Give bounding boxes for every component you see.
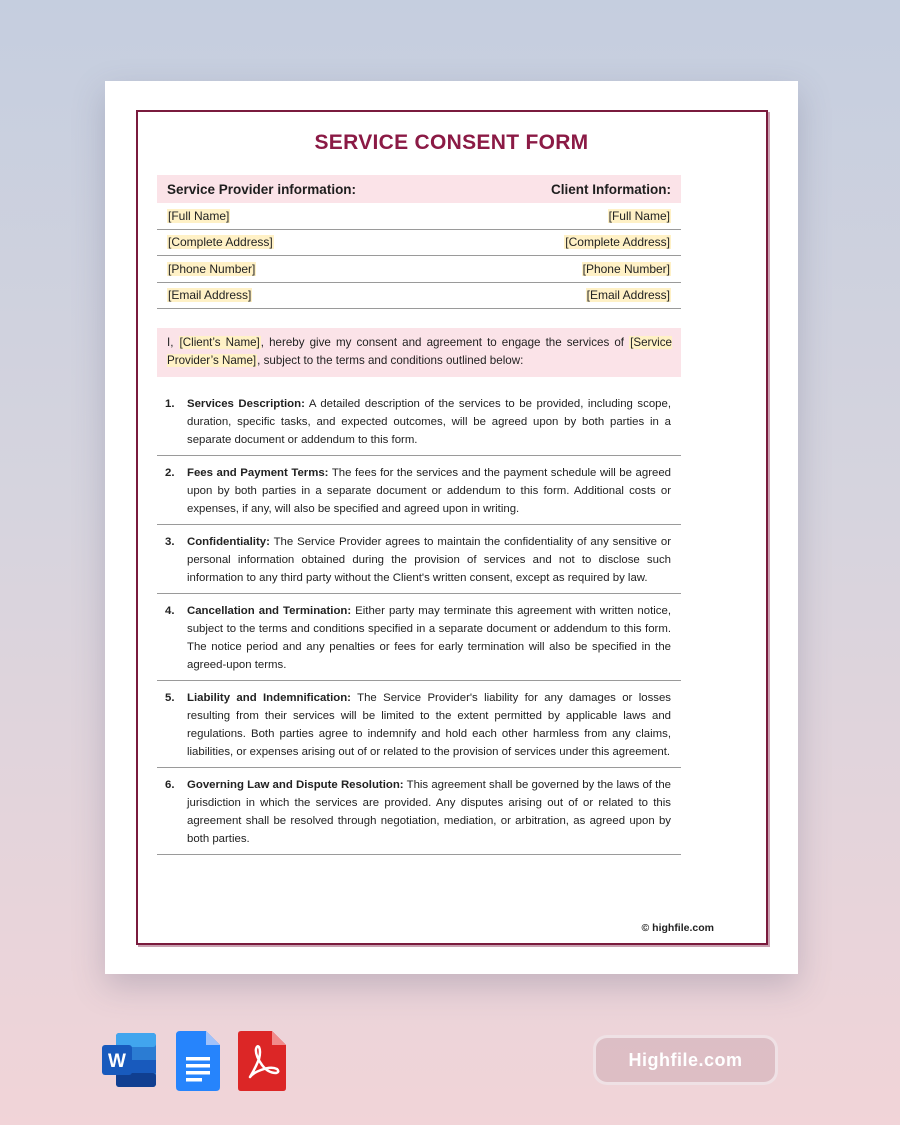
term-text: A detailed description of the services to be provided, including scope, duration, specific tasks, and expected outcomes, will be agreed upon by both parties in a separate document or addendum to this form. <box>187 398 671 446</box>
provider-full-name-field: [Full Name] <box>168 208 230 223</box>
google-docs-icon[interactable] <box>176 1031 220 1096</box>
document-page <box>105 81 798 974</box>
info-row-address <box>157 230 681 257</box>
term-number: 2. <box>165 467 175 479</box>
term-item <box>157 601 681 681</box>
provider-phone-field: [Phone Number] <box>168 261 256 276</box>
client-address-field: [Complete Address] <box>565 235 670 250</box>
term-text: Either party may terminate this agreement with written notice, subject to the terms and conditions specified in a separate document or addendum to this form. The notice period and any penalties or fees for early termination will also be specified in the agreed-upon terms. <box>187 605 671 671</box>
term-number: 1. <box>165 398 175 410</box>
provider-name-placeholder: [Service Provider’s Name] <box>167 336 672 367</box>
pdf-icon[interactable] <box>238 1031 286 1096</box>
client-name-placeholder: [Client’s Name] <box>179 336 260 349</box>
consent-statement <box>157 328 681 377</box>
term-number: 4. <box>165 605 175 617</box>
info-row-email <box>157 283 681 310</box>
term-number: 5. <box>165 692 175 704</box>
client-email-field: [Email Address] <box>586 288 670 303</box>
client-full-name-field: [Full Name] <box>608 208 670 223</box>
copyright-credit: © highfile.com <box>641 922 714 934</box>
term-heading: Confidentiality: <box>187 536 270 548</box>
term-item <box>157 463 681 525</box>
term-body <box>187 689 671 761</box>
provider-address-field: [Complete Address] <box>168 235 273 250</box>
term-body <box>187 533 671 587</box>
term-heading: Fees and Payment Terms: <box>187 467 329 479</box>
term-item <box>157 394 681 456</box>
party-info-header <box>157 175 681 203</box>
info-row-name <box>157 203 681 230</box>
term-item <box>157 688 681 768</box>
word-icon[interactable] <box>102 1031 158 1094</box>
term-body <box>187 776 671 848</box>
provider-email-field: [Email Address] <box>168 288 252 303</box>
client-phone-field: [Phone Number] <box>582 261 670 276</box>
term-text: The fees for the services and the payment schedule will be agreed upon by both parties in a separate document or addendum to this form. Additional costs or expenses, if any, will also be specified and agreed upon in writing. <box>187 467 671 515</box>
term-heading: Services Description: <box>187 398 305 410</box>
term-number: 6. <box>165 779 175 791</box>
term-body <box>187 395 671 449</box>
term-item <box>157 532 681 594</box>
term-heading: Liability and Indemnification: <box>187 692 351 704</box>
word-letter: W <box>108 1051 126 1072</box>
consent-middle: , hereby give my consent and agreement to engage the services of <box>260 336 630 349</box>
info-row-phone <box>157 256 681 283</box>
term-text: The Service Provider agrees to maintain the confidentiality of any sensitive or personal information obtained during the provision of services and not to disclose such information to any third party without the Client's written consent, except as required by law. <box>187 536 671 584</box>
consent-suffix: , subject to the terms and conditions outlined below: <box>257 354 524 367</box>
client-heading: Client Information: <box>551 181 671 197</box>
party-info-table <box>157 175 681 309</box>
term-text: The Service Provider's liability for any damages or losses resulting from their services will be limited to the extent permitted by applicable laws and regulations. Both parties agree to indemnify and hold each other harmless from any claims, liabilities, or expenses arising out of or related to the provision of services under this agreement. <box>187 692 671 758</box>
consent-prefix: I, <box>167 336 179 349</box>
term-body <box>187 602 671 674</box>
brand-badge[interactable]: Highfile.com <box>593 1035 778 1085</box>
terms-list <box>157 394 681 862</box>
provider-heading: Service Provider information: <box>167 181 357 197</box>
term-heading: Governing Law and Dispute Resolution: <box>187 779 404 791</box>
term-text: This agreement shall be governed by the laws of the jurisdiction in which the services are provided. Any disputes arising out of or related to this agreement shall be resolved through negotiation, mediation, or arbitration, as agreed upon by both parties. <box>187 779 672 845</box>
term-number: 3. <box>165 536 175 548</box>
term-item <box>157 775 681 855</box>
term-heading: Cancellation and Termination: <box>187 605 352 617</box>
term-body <box>187 464 671 518</box>
form-title: SERVICE CONSENT FORM <box>314 131 589 154</box>
format-icons <box>102 1031 286 1096</box>
